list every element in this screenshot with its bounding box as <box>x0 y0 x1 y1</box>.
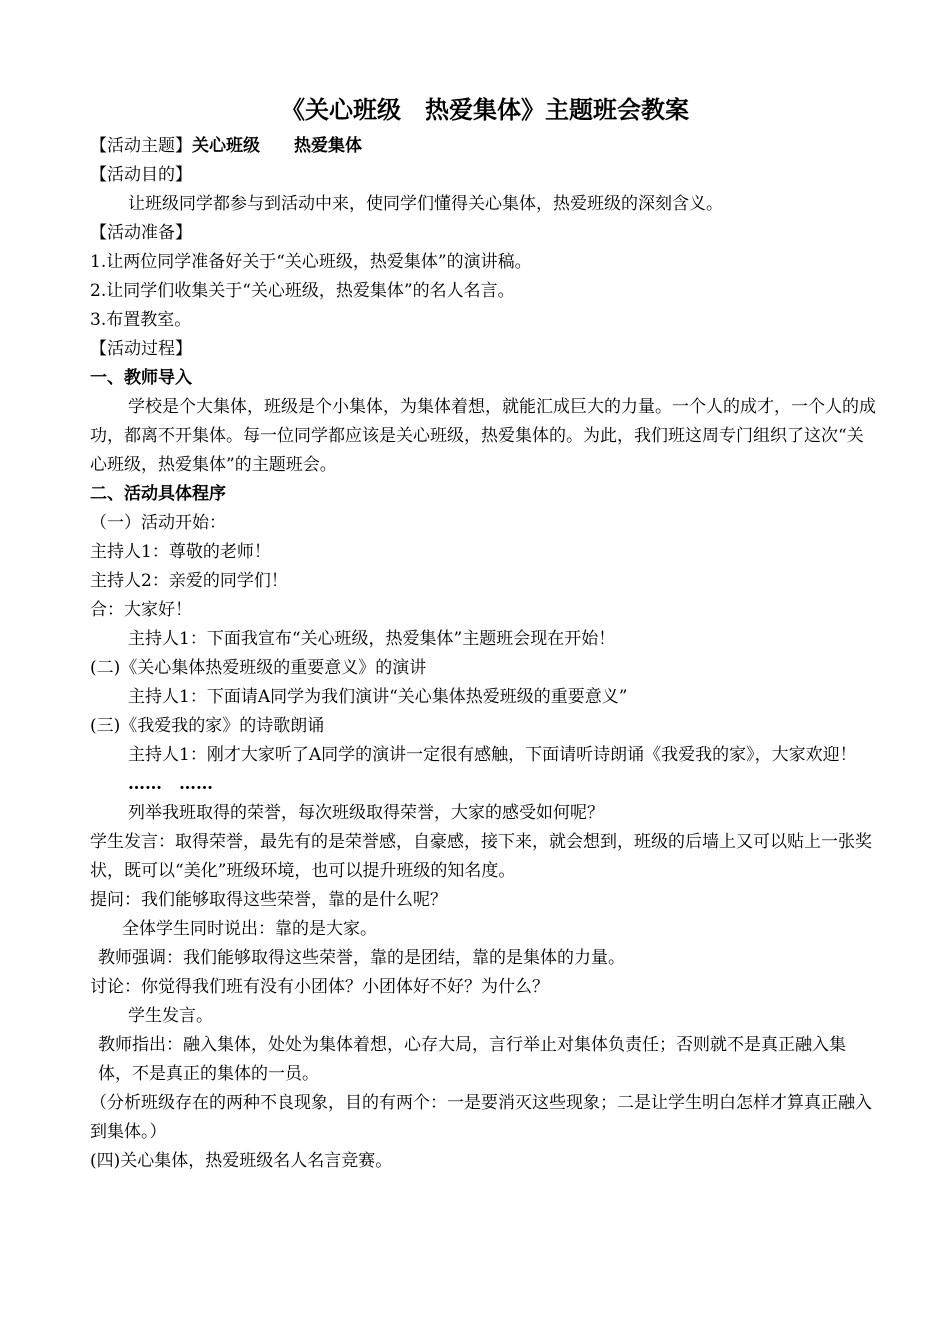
purpose-text: 让班级同学都参与到活动中来，使同学们懂得关心集体，热爱班级的深刻含义。 <box>128 194 723 214</box>
program-line: (四)关心集体，热爱班级名人名言竞赛。 <box>90 1151 393 1171</box>
program-line: 主持人1：下面请A同学为我们演讲“关心集体热爱班级的重要意义” <box>128 687 628 707</box>
program-line: 提问：我们能够取得这些荣誉，靠的是什么呢？ <box>90 890 447 910</box>
program-line: 主持人1：刚才大家听了A同学的演讲一定很有感触，下面请听诗朗诵《我爱我的家》，大家欢迎！ <box>128 745 857 765</box>
program-line: 讨论：你觉得我们班有没有小团体？小团体好不好？为什么？ <box>90 977 549 997</box>
section1-text: 学校是个大集体，班级是个小集体，为集体着想，就能汇成巨大的力量。一个人的成才，一个人的成功，都离不开集体。每一位同学都应该是关心班级，热爱集体的。为此，我们班这周专门组织了这次“关心班级，热爱集体”的主题班会。 <box>90 397 876 475</box>
program-line: 教师指出：融入集体，处处为集体着想，心存大局，言行举止对集体负责任；否则就不是真正融入集体，不是真正的集体的一员。 <box>98 1035 846 1084</box>
program-line: 学生发言：取得荣誉，最先有的是荣誉感，自豪感，接下来，就会想到，班级的后墙上又可以贴上一张奖状，既可以“美化”班级环境，也可以提升班级的知名度。 <box>90 832 872 881</box>
program-line: 教师强调：我们能够取得这些荣誉，靠的是团结，靠的是集体的力量。 <box>98 948 625 968</box>
process-label: 【活动过程】 <box>90 339 192 359</box>
program-line: 学生发言。 <box>128 1006 213 1026</box>
program-line: 主持人2：亲爱的同学们！ <box>90 571 288 591</box>
preparation-item: 1.让两位同学准备好关于“关心班级，热爱集体”的演讲稿。 <box>90 252 532 272</box>
theme-value: 关心班级 热爱集体 <box>192 136 362 156</box>
preparation-label: 【活动准备】 <box>90 223 192 243</box>
program-line: 主持人1：尊敬的老师！ <box>90 542 271 562</box>
program-line: （一）活动开始： <box>90 513 226 533</box>
preparation-item: 2.让同学们收集关于“关心班级，热爱集体”的名人名言。 <box>90 281 515 301</box>
purpose-label: 【活动目的】 <box>90 165 192 185</box>
section-heading: 一、教师导入 <box>90 368 192 388</box>
program-line: (二)《关心集体热爱班级的重要意义》的演讲 <box>90 658 427 678</box>
section-heading: 二、活动具体程序 <box>90 484 226 504</box>
program-line: 合：大家好！ <box>90 600 192 620</box>
page-title: 《关心班级 热爱集体》主题班会教案 <box>281 95 689 124</box>
ellipsis-line: …… …… <box>128 774 213 794</box>
document-page <box>90 88 880 1176</box>
program-line: （分析班级存在的两种不良现象，目的有两个：一是要消灭这些现象；二是让学生明白怎样才算真正融入到集体。） <box>90 1093 872 1142</box>
theme-line <box>90 132 880 161</box>
program-line: 主持人1：下面我宣布“关心班级，热爱集体”主题班会现在开始！ <box>128 629 616 649</box>
program-line: 列举我班取得的荣誉，每次班级取得荣誉，大家的感受如何呢？ <box>128 803 604 823</box>
program-line: (三)《我爱我的家》的诗歌朗诵 <box>90 716 325 736</box>
theme-label: 【活动主题】 <box>90 136 192 156</box>
preparation-item: 3.布置教室。 <box>90 310 192 330</box>
program-line: 全体学生同时说出：靠的是大家。 <box>122 919 377 939</box>
